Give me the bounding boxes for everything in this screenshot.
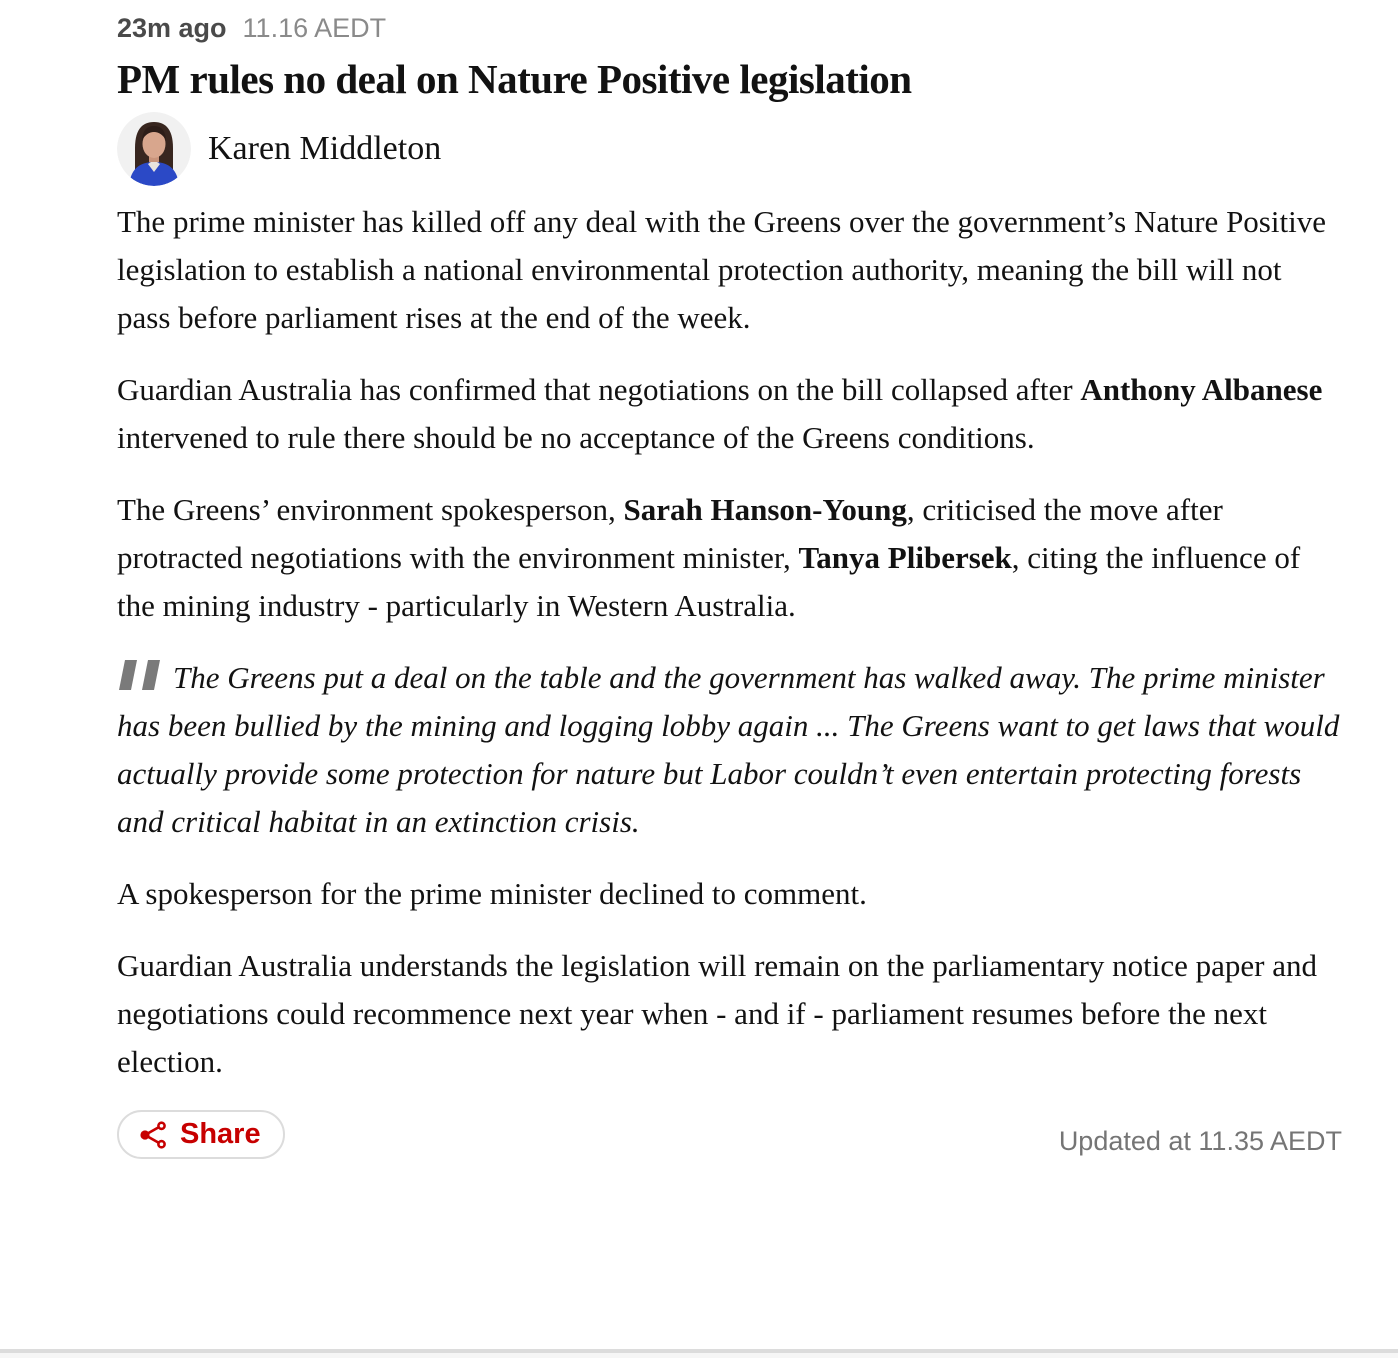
double-quote-icon (117, 660, 163, 690)
author-avatar[interactable] (117, 112, 191, 186)
share-button[interactable] (117, 1110, 285, 1159)
post-title: PM rules no deal on Nature Positive legislation (117, 56, 912, 102)
quote-text: The Greens put a deal on the table and the government has walked away. The prime minister has been bullied by the mining and logging lobby again ... The Greens want to get laws that would actually provide some protection for nature but Labor couldn’t even entertain protecting forests and critical habitat in an extinction crisis. (117, 660, 1340, 839)
absolute-timestamp: 11.16 AEDT (242, 13, 387, 43)
post-body (117, 198, 1342, 1086)
post-footer (117, 1110, 1342, 1159)
post-timestamps (117, 12, 1342, 44)
paragraph-3: The Greens’ environment spokesperson, Sarah Hanson-Young, criticised the move after protracted negotiations with the environment minister, Tanya Plibersek, citing the influence of the mining industry - particularly in Western Australia. (117, 492, 1301, 623)
share-icon (137, 1119, 169, 1151)
relative-timestamp[interactable]: 23m ago (117, 13, 227, 43)
paragraph-5: Guardian Australia understands the legislation will remain on the parliamentary notice paper and negotiations could recommence next year when - and if - parliament resumes before the next election. (117, 948, 1318, 1079)
author-name[interactable]: Karen Middleton (208, 130, 442, 167)
byline (117, 112, 1342, 186)
paragraph-4: A spokesperson for the prime minister declined to comment. (117, 876, 867, 911)
blockquote (117, 654, 1342, 846)
paragraph-2: Guardian Australia has confirmed that negotiations on the bill collapsed after Anthony Albanese intervened to rule there should be no acceptance of the Greens conditions. (117, 372, 1323, 455)
share-button-label: Share (180, 1118, 261, 1150)
updated-timestamp: Updated at 11.35 AEDT (1058, 1126, 1342, 1156)
next-block-edge (0, 1353, 1398, 1358)
paragraph-1: The prime minister has killed off any deal with the Greens over the government’s Nature Positive legislation to establish a national environmental protection authority, meaning the bill will not pass before parliament rises at the end of the week. (117, 204, 1326, 335)
